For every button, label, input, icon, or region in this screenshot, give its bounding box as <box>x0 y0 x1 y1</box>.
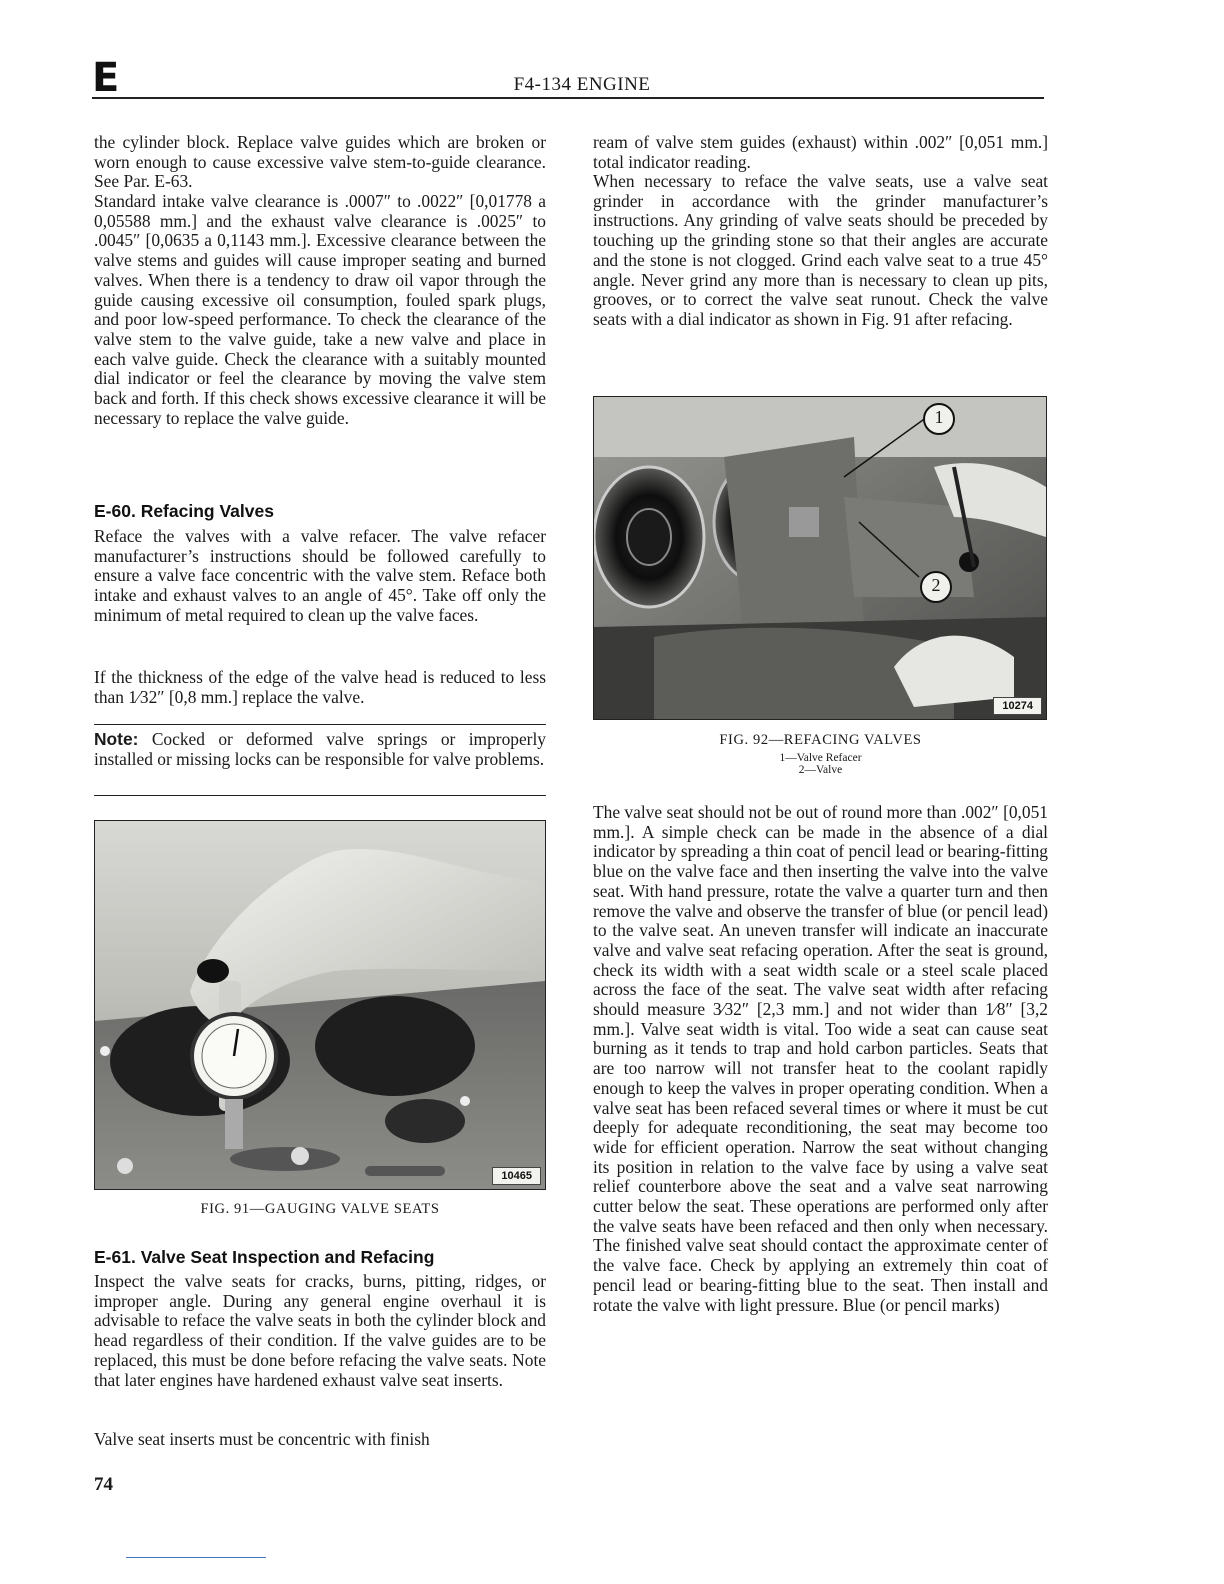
figure-92-legend-2: 2—Valve <box>798 764 843 776</box>
paragraph-reface-seats: When necessary to reface the valve seats, use a valve seat grinder in accordance with the grinder manufacturer’s instructions. Any grinding of valve seats should be preceded by touching up the grinding stone so that their angles are accurate and the stone is not clogged. Grind each valve seat to a true 45° angle. Never grind any more than is necessary to clean up pits, grooves, or to correct the valve seat runout. Check the valve seats with a dial indicator as shown in Fig. 91 after refacing. <box>593 171 1048 329</box>
running-title: F4-134 ENGINE <box>513 74 651 95</box>
figure-92-callout-1: 1 <box>934 407 944 427</box>
paragraph-ream: ream of valve stem guides (exhaust) within .002″ [0,051 mm.] total indicator reading. <box>593 132 1048 172</box>
note-label: Note: <box>94 729 139 749</box>
paragraph-e60-thickness: If the thickness of the edge of the valve head is reduced to less than 1⁄32″ [0,8 mm.] replace the valve. <box>94 667 546 707</box>
figure-92-legend-1: 1—Valve Refacer <box>779 752 862 764</box>
paragraph-e61-inserts: Valve seat inserts must be concentric with finish <box>94 1429 430 1449</box>
figure-92-callout-2: 2 <box>931 575 941 595</box>
section-letter: E <box>92 55 120 101</box>
figure-92-plate-number: 10274 <box>993 697 1042 715</box>
heading-e60: E-60. Refacing Valves <box>94 501 274 521</box>
paragraph-clearance: Standard intake valve clearance is .0007″ to .0022″ [0,01778 a 0,05588 mm.] and the exhaust valve clearance is .0025″ to .0045″ [0,0635 a 0,1143 mm.]. Excessive clearance between the valve stems and guides will cause improper seating and burned valves. When there is a tendency to draw oil vapor through the guide causing excessive oil consumption, fouled spark plugs, and poor low-speed performance. To check the clearance of the valve stem to the valve guide, take a new valve and place in each valve guide. Check the clearance with a suitably mounted dial indicator or feel the clearance by moving the valve stem back and forth. If this check shows excessive clearance it will be necessary to replace the valve guide. <box>94 191 546 428</box>
figure-92-refacing-valves <box>593 396 1047 720</box>
heading-e61: E-61. Valve Seat Inspection and Refacing <box>94 1247 435 1267</box>
paragraph-e61-inspection: Inspect the valve seats for cracks, burns, pitting, ridges, or improper angle. During any general engine overhaul it is advisable to reface the valve seats in both the cylinder block and head regardless of their condition. If the valve guides are to be replaced, this must be done before refacing the valve seats. Note that later engines have hardened exhaust valve seat inserts. <box>94 1271 546 1390</box>
note-paragraph <box>94 730 546 769</box>
figure-91-caption: FIG. 91—GAUGING VALVE SEATS <box>200 1201 440 1217</box>
bottom-edge-line <box>126 1557 266 1558</box>
paragraph-seat-roundness: The valve seat should not be out of round more than .002″ [0,051 mm.]. A simple check can be made in the absence of a dial indicator by spreading a thin coat of pencil lead or bearing-fitting blue on the valve face and then inserting the valve into the valve seat. With hand pressure, rotate the valve a quarter turn and then remove the valve and observe the transfer of blue (or pencil lead) to the valve seat. An uneven transfer will indicate an inaccurate valve and valve seat refacing operation. After the seat is ground, check its width with a seat width scale or a steel scale placed across the face of the seat. The valve seat width after refacing should measure 3⁄32″ [2,3 mm.] and not wider than 1⁄8″ [3,2 mm.]. Valve seat width is vital. Too wide a seat can cause seat burning as it tends to trap and hold carbon particles. Seats that are too narrow will not transfer heat to the coolant rapidly enough to keep the valves in proper operating condition. When a valve seat has been refaced several times or where it must be cut deeply for adequate reconditioning, the seat may become too wide for efficient operation. Narrow the seat without changing its position in relation to the valve face by using a valve seat relief counterbore above the seat and a valve seat narrowing cutter below the seat. These operations are performed only after the valve seats have been refaced and then only when necessary. The finished valve seat should contact the approximate center of the valve face. Check by applying an extremely thin coat of pencil lead or bearing-fitting blue to the seat. Then install and rotate the valve with light pressure. Blue (or pencil marks) <box>593 802 1048 1315</box>
figure-92-caption: FIG. 92—REFACING VALVES <box>719 732 922 748</box>
paragraph-e60-refacing: Reface the valves with a valve refacer. The valve refacer manufacturer’s instructions should be followed carefully to ensure a valve face concentric with the valve stem. Reface both intake and exhaust valves to an angle of 45°. Take off only the minimum of metal required to clean up the valve faces. <box>94 526 546 625</box>
figure-91-illustration <box>95 821 545 1189</box>
note-bottom-rule <box>94 795 546 796</box>
figure-91-gauging-valve-seats <box>94 820 546 1190</box>
note-box <box>94 724 546 769</box>
header-rule <box>92 97 1044 99</box>
figure-92-illustration <box>594 397 1046 719</box>
page-number: 74 <box>94 1474 113 1495</box>
note-text: Cocked or deformed valve springs or improperly installed or missing locks can be responsible for valve problems. <box>94 729 546 769</box>
paragraph-intro: the cylinder block. Replace valve guides which are broken or worn enough to cause excessive valve stem-to-guide clearance. See Par. E-63. <box>94 132 546 192</box>
figure-91-plate-number: 10465 <box>492 1167 541 1185</box>
